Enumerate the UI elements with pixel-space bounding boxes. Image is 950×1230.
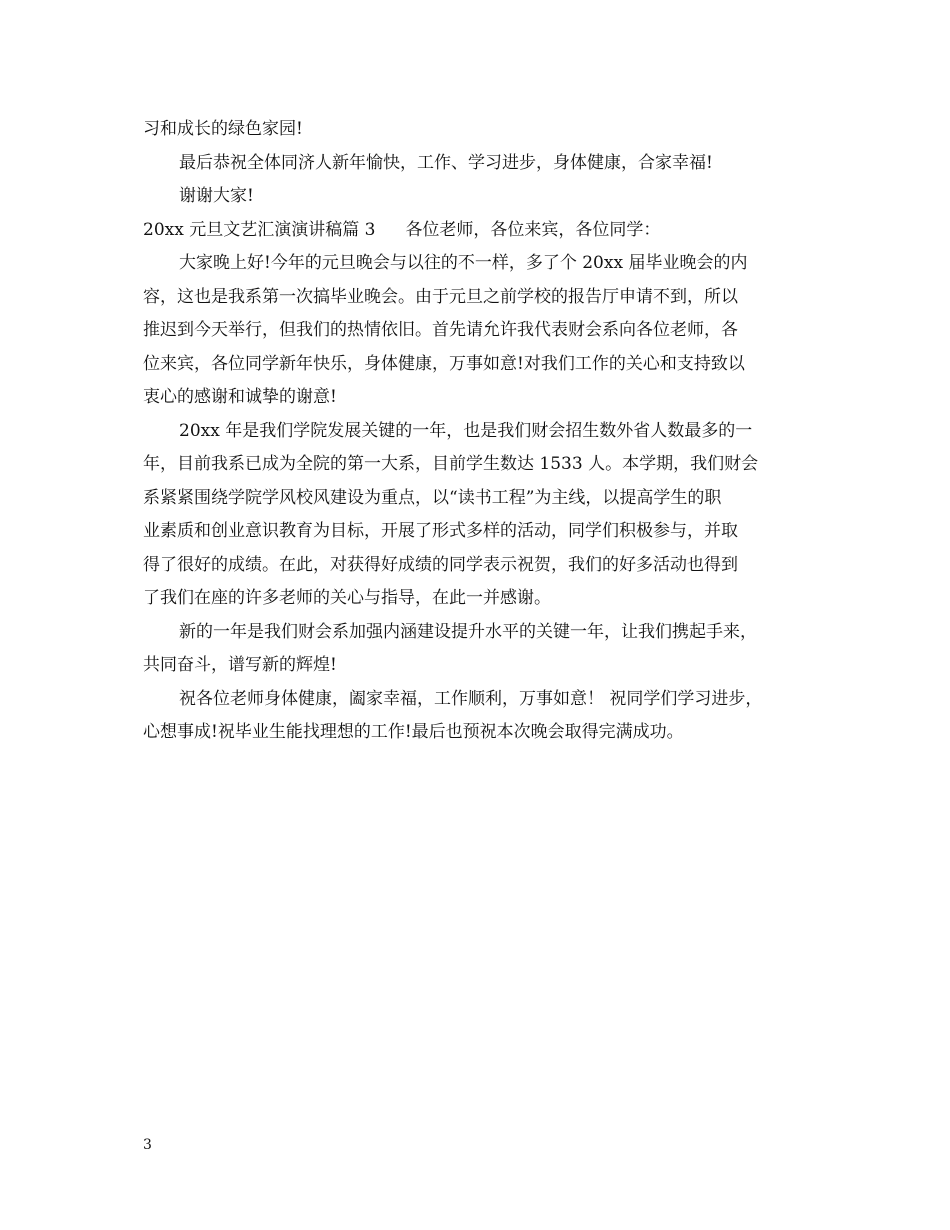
text-line: 容，这也是我系第一次搞毕业晚会。由于元旦之前学校的报告厅申请不到，所以 [143,286,738,307]
text-line: 年，目前我系已成为全院的第一大系，目前学生数达 1533 人。本学期，我们财会 [143,454,759,474]
page-number: 3 [143,1137,152,1153]
document-body [143,113,823,750]
text-line: 大家晚上好!今年的元旦晚会与以往的不一样，多了个 20xx 届毕业晚会的内 [179,253,748,273]
text-line: 了我们在座的许多老师的关心与指导，在此一并感谢。 [143,588,551,608]
text-line: 最后恭祝全体同济人新年愉快，工作、学习进步，身体健康，合家幸福! [179,152,713,173]
text-line: 共同奋斗，谱写新的辉煌! [143,655,337,675]
text-line: 习和成长的绿色家园! [143,119,303,139]
text-line: 祝各位老师身体健康，阖家幸福，工作顺利，万事如意！ 祝同学们学习进步， [179,688,763,709]
text-line: 谢谢大家! [179,186,254,206]
section-greeting: 各位老师，各位来宾，各位同学： [405,219,661,240]
text-line: 得了很好的成绩。在此，对获得好成绩的同学表示祝贺，我们的好多活动也得到 [143,554,738,575]
text-line: 业素质和创业意识教育为目标，开展了形式多样的活动，同学们积极参与，并取 [143,521,738,541]
text-line: 心想事成!祝毕业生能找理想的工作!最后也预祝本次晚会取得完满成功。 [143,722,684,742]
section-heading [143,214,823,248]
text-line: 推迟到今天举行，但我们的热情依旧。首先请允许我代表财会系向各位老师，各 [143,320,738,340]
text-line: 新的一年是我们财会系加强内涵建设提升水平的关键一年，让我们携起手来， [179,621,757,642]
text-line: 20xx 年是我们学院发展关键的一年，也是我们财会招生数外省人数最多的一 [179,420,753,441]
section-title: 20xx 元旦文艺汇演演讲稿篇 3 [143,219,376,240]
text-line: 位来宾，各位同学新年快乐，身体健康，万事如意!对我们工作的关心和支持致以 [143,353,745,374]
text-line: 系紧紧围绕学院学风校风建设为重点，以“读书工程”为主线，以提高学生的职 [143,487,722,508]
text-line: 衷心的感谢和诚挚的谢意! [143,387,337,407]
